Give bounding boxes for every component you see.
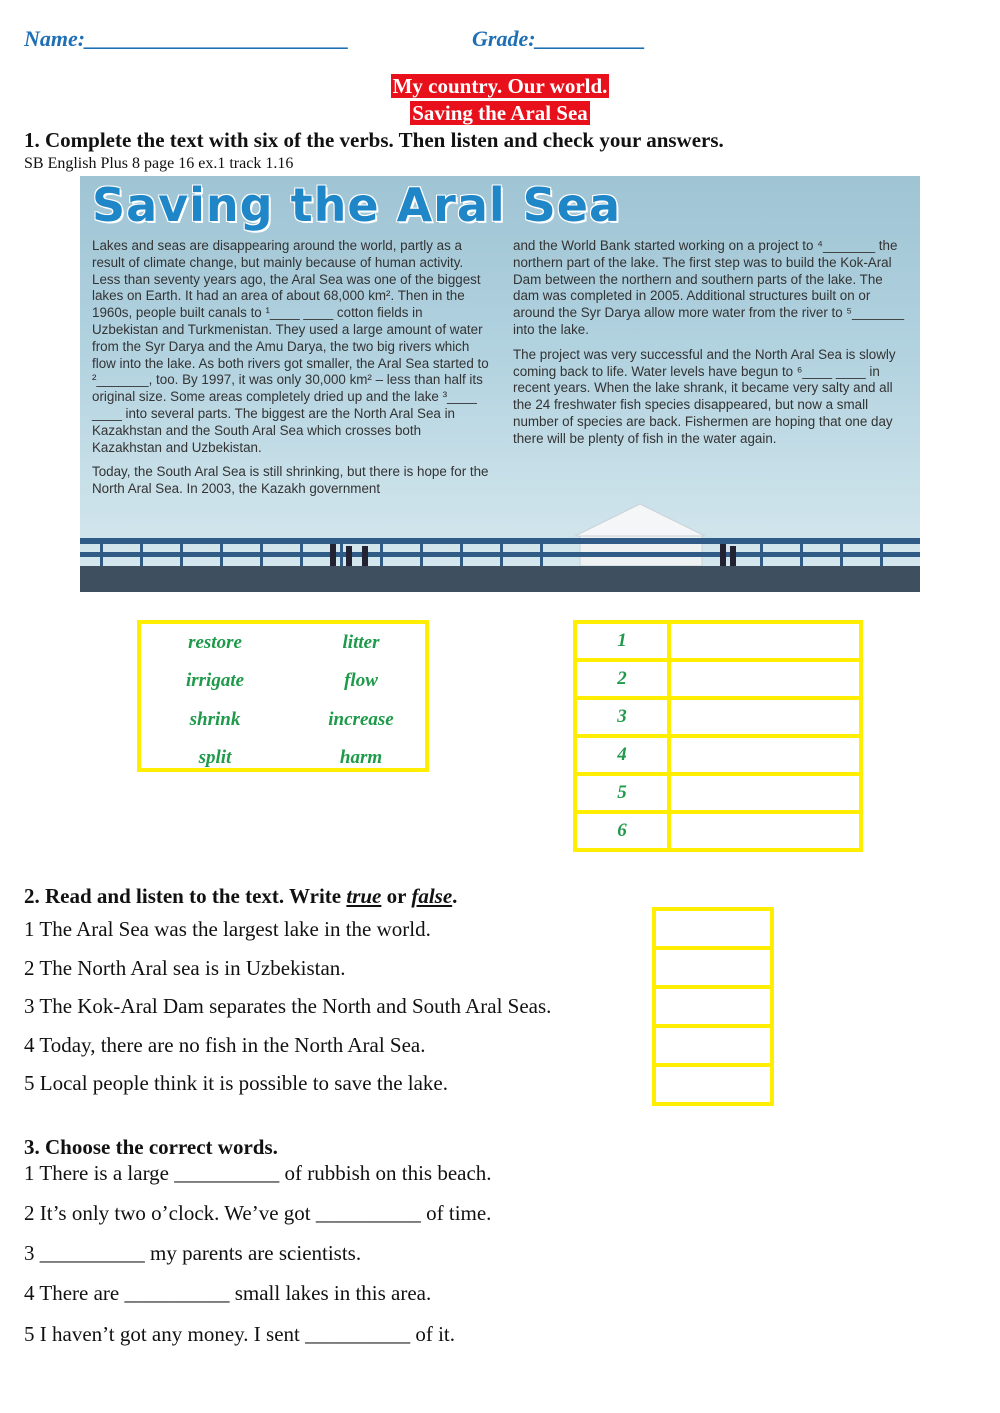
passage-title: Saving the Aral Sea — [92, 178, 622, 232]
pier-illustration — [80, 476, 920, 592]
name-field[interactable]: Name:________________________ — [24, 26, 350, 51]
title-line-1: My country. Our world. — [392, 74, 608, 98]
sentence: 3 __________ my parents are scientists. — [24, 1241, 362, 1265]
answer-number: 1 — [573, 620, 671, 662]
title-line-2: Saving the Aral Sea — [412, 101, 588, 125]
passage-image — [80, 176, 920, 592]
passage-column-left — [92, 238, 492, 506]
passage-column-right — [513, 238, 908, 456]
word-item: litter — [342, 632, 380, 653]
statement: 4 Today, there are no fish in the North Aral Sea. — [24, 1033, 426, 1057]
word-item: irrigate — [185, 670, 245, 691]
task1-source: SB English Plus 8 page 16 ex.1 track 1.16 — [24, 155, 294, 172]
statement: 1 The Aral Sea was the largest lake in the world. — [24, 917, 431, 941]
sentence: 2 It’s only two o’clock. We’ve got __________ of time. — [24, 1201, 492, 1225]
passage-paragraph: Today, the South Aral Sea is still shrinking, but there is hope for the North Aral Sea. In 2003, the Kazakh government — [92, 464, 489, 497]
task3-heading: 3. Choose the correct words. — [24, 1135, 278, 1159]
task1-heading: 1. Complete the text with six of the verbs. Then listen and check your answers. — [24, 128, 724, 152]
answer-number: 2 — [573, 658, 671, 700]
word-item: split — [198, 747, 232, 768]
word-item: flow — [344, 670, 378, 691]
word-item: shrink — [189, 709, 241, 730]
sentence: 5 I haven’t got any money. I sent __________ of it. — [24, 1322, 456, 1346]
statement: 5 Local people think it is possible to save the lake. — [24, 1071, 448, 1095]
answer-box[interactable] — [667, 810, 863, 852]
true-false-box[interactable] — [652, 946, 774, 989]
answer-number: 4 — [573, 734, 671, 776]
answer-box[interactable] — [667, 696, 863, 738]
grade-field[interactable]: Grade:__________ — [472, 26, 646, 51]
true-false-box[interactable] — [652, 985, 774, 1028]
answer-number: 3 — [573, 696, 671, 738]
word-item: increase — [328, 709, 394, 730]
answer-box[interactable] — [667, 734, 863, 776]
sentence: 1 There is a large __________ of rubbish on this beach. — [24, 1161, 492, 1185]
word-item: restore — [188, 632, 242, 653]
passage-paragraph: Lakes and seas are disappearing around the world, partly as a result of climate change, but mainly because of human activity. Less than seventy years ago, the Aral Sea was one of the biggest lakes on Earth. It had an area of about 68,000 km². Then in the 1960s, people built canals to ¹____ ____ cotton fields in Uzbekistan and Turkmenistan. They used a large amount of water from the Syr Darya and the Amu Darya, the two big rivers which flow into the lake. As both rivers got smaller, the Aral Sea started to ²_______, too. By 1997, it was only 30,000 km² – less than half its original size. Some areas completely dried up and the lake ³____ ____ into several parts. The biggest are the North Aral Sea in Kazakhstan and the South Aral Sea which crosses both Kazakhstan and Uzbekistan. — [92, 238, 489, 455]
answer-box[interactable] — [667, 620, 863, 662]
word-bank — [137, 620, 429, 772]
answer-number: 5 — [573, 772, 671, 814]
answer-box[interactable] — [667, 772, 863, 814]
task2-heading: 2. Read and listen to the text. Write true or false. — [24, 884, 458, 908]
statement: 3 The Kok-Aral Dam separates the North and South Aral Seas. — [24, 994, 552, 1018]
true-false-box[interactable] — [652, 1024, 774, 1067]
passage-paragraph: The project was very successful and the North Aral Sea is slowly coming back to life. Water levels have begun to ⁶____ ____ in recent years. When the lake shrank, it became very salty and all the 24 freshwater fish species disappeared, but now a small number of species are back. Fishermen are hoping that one day there will be plenty of fish in the water again. — [513, 346, 896, 446]
true-false-box[interactable] — [652, 907, 774, 950]
passage-paragraph: and the World Bank started working on a project to ⁴_______ the northern part of the lake. The first step was to build the Kok-Aral Dam between the northern and southern parts of the lake. The dam was completed in 2005. Additional structures built on or around the Syr Darya allow more water from the river to ⁵_______ into the lake. — [513, 238, 905, 337]
word-item: harm — [339, 747, 383, 768]
answer-box[interactable] — [667, 658, 863, 700]
true-false-box[interactable] — [652, 1063, 774, 1106]
answer-number: 6 — [573, 810, 671, 852]
statement: 2 The North Aral sea is in Uzbekistan. — [24, 956, 346, 980]
sentence: 4 There are __________ small lakes in this area. — [24, 1281, 432, 1305]
